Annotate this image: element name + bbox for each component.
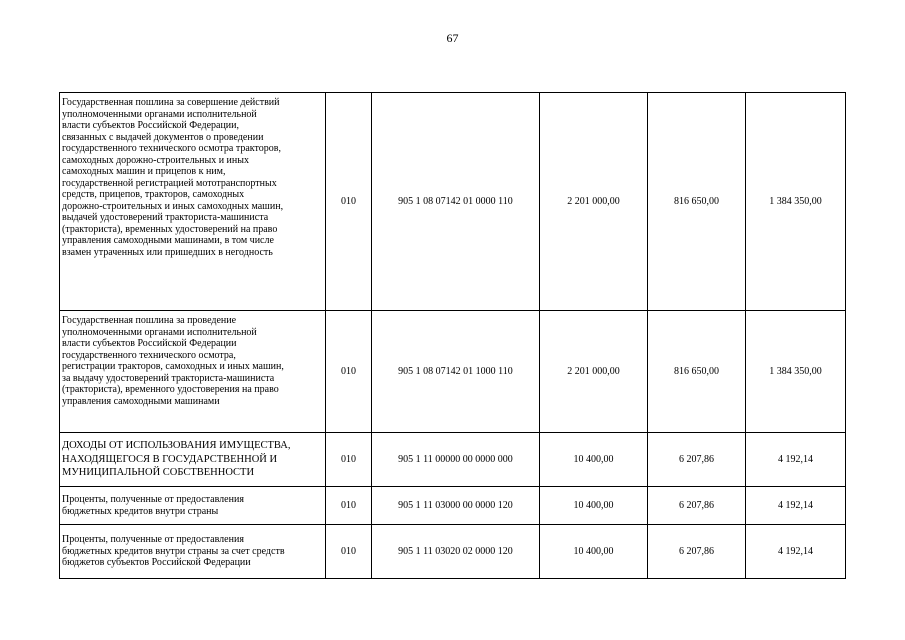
row-name: Государственная пошлина за проведение уполномоченными органами исполнительной власти субъектов Российской Федерации государственного технического осмотра, регистрации тракторов, самоходных и иных машин, за выдачу удостоверений тракториста-машиниста (тракториста), временного удостоверения на право управления самоходными машинами	[60, 311, 326, 433]
line-code: 010	[326, 525, 372, 579]
budget-code: 905 1 11 00000 00 0000 000	[372, 433, 540, 487]
unexecuted-amount: 4 192,14	[746, 525, 846, 579]
executed-amount: 816 650,00	[648, 311, 746, 433]
unexecuted-amount: 1 384 350,00	[746, 93, 846, 311]
table-row	[60, 311, 846, 433]
line-code: 010	[326, 93, 372, 311]
table-row	[60, 525, 846, 579]
executed-amount: 816 650,00	[648, 93, 746, 311]
row-name: Проценты, полученные от предоставления бюджетных кредитов внутри страны за счет средств бюджетов субъектов Российской Федерации	[60, 525, 326, 579]
unexecuted-amount: 4 192,14	[746, 487, 846, 525]
table-row	[60, 93, 846, 311]
unexecuted-amount: 1 384 350,00	[746, 311, 846, 433]
row-name: ДОХОДЫ ОТ ИСПОЛЬЗОВАНИЯ ИМУЩЕСТВА, НАХОДЯЩЕГОСЯ В ГОСУДАРСТВЕННОЙ И МУНИЦИПАЛЬНОЙ СОБСТВЕННОСТИ	[60, 433, 326, 487]
table-row	[60, 487, 846, 525]
approved-amount: 2 201 000,00	[540, 93, 648, 311]
table-row	[60, 433, 846, 487]
executed-amount: 6 207,86	[648, 487, 746, 525]
executed-amount: 6 207,86	[648, 525, 746, 579]
unexecuted-amount: 4 192,14	[746, 433, 846, 487]
line-code: 010	[326, 487, 372, 525]
revenue-table	[59, 92, 846, 579]
budget-code: 905 1 11 03000 00 0000 120	[372, 487, 540, 525]
budget-code: 905 1 11 03020 02 0000 120	[372, 525, 540, 579]
executed-amount: 6 207,86	[648, 433, 746, 487]
approved-amount: 10 400,00	[540, 525, 648, 579]
row-name: Государственная пошлина за совершение действий уполномоченными органами исполнительной власти субъектов Российской Федерации, связанных с выдачей документов о проведении государственного технического осмотра тракторов, самоходных дорожно-строительных и иных самоходных машин и прицепов к ним, государственной регистрацией мототранспортных средств, прицепов, тракторов, самоходных дорожно-строительных и иных самоходных машин, выдачей удостоверений тракториста-машиниста (тракториста), временных удостоверений на право управления самоходными машинами, в том числе взамен утраченных или пришедших в негодность	[60, 93, 326, 311]
line-code: 010	[326, 433, 372, 487]
approved-amount: 2 201 000,00	[540, 311, 648, 433]
page-number: 67	[446, 31, 459, 45]
approved-amount: 10 400,00	[540, 433, 648, 487]
budget-code: 905 1 08 07142 01 1000 110	[372, 311, 540, 433]
budget-code: 905 1 08 07142 01 0000 110	[372, 93, 540, 311]
approved-amount: 10 400,00	[540, 487, 648, 525]
line-code: 010	[326, 311, 372, 433]
row-name: Проценты, полученные от предоставления бюджетных кредитов внутри страны	[60, 487, 326, 525]
